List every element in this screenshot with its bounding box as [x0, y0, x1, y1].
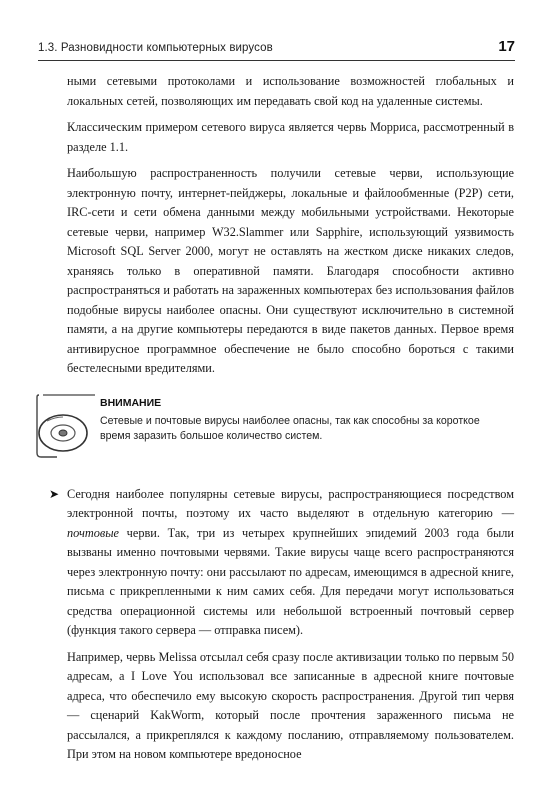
bullet-text-after: черви. Так, три из четырех крупнейших эпидемий 2003 года были вызваны именно почтовыми червями. Такие вирусы чаще всего распространяются через электронную почту: они рассылают по адресам, имеющимся в адресной книге, письма с прикрепленными к ним самих себя. Для передачи могут использоваться средства операционной системы или небольшой встроенный почтовый сервер (функция такого сервера — отправка писем). — [67, 525, 514, 637]
paragraph-melissa-example: Например, червь Melissa отсылал себя сразу после активизации только по первым 50 адресам, а I Love You использовал все записанные в адресной книге почтовые адреса, что обеспечило ему высокую скорость распространения. Другой тип червя — сценарий KakWorm, который после прочтения зараженного письма не рассылался, а прикреплялся к каждому посланию, отправляемому пользователем. При этом на новом компьютере вредоносное — [67, 649, 514, 761]
note-label: ВНИМАНИЕ — [100, 396, 162, 409]
running-header — [38, 38, 515, 61]
paragraph-network-worms: Наибольшую распространенность получили сетевые черви, использующие электронную почту, интернет-пейджеры, локальные и файлообменные (P2P) сети, IRC-сети и сети обмена данными между мобильными устройствами. Некоторые сетевые черви, например W32.Slammer или Sapphire, использующий уязвимость Microsoft SQL Server 2000, могут не оставлять на жестком диске никаких следов, храняясь только в оперативной памяти. Благодаря способности активно распространяться и работать на зараженных компьютерах без использования файлов подобные вирусы наиболее опасны. Они существуют исключительно в системной памяти, а на другие компьютеры передаются в виде пакетов данных. Первое время антивирусное программное обеспечение не было способно бороться с такими бестелесными вредителями. — [67, 166, 514, 375]
section-title: 1.3. Разновидности компьютерных вирусов — [38, 42, 273, 54]
paragraph-continuation: ными сетевыми протоколами и использование возможностей глобальных и локальных сетей, позволяющих им передавать свой код на удаленные системы. — [67, 74, 514, 108]
page-number: 17 — [498, 38, 515, 55]
warning-disc-icon — [33, 391, 65, 461]
paragraph-mail-worms — [49, 485, 514, 641]
note-text: Сетевые и почтовые вирусы наиболее опасны, так как способны за короткое время заразить большое количество систем. — [100, 414, 480, 442]
paragraph-morris-worm: Классическим примером сетевого вируса является червь Морриса, рассмотренный в разделе 1.1. — [67, 120, 514, 154]
page-body — [49, 72, 514, 772]
warning-note — [33, 391, 514, 469]
emphasis-term: почтовые — [67, 525, 119, 540]
bullet-arrow-icon: ➤ — [49, 486, 60, 501]
bullet-text-before: Сегодня наиболее популярны сетевые вирусы, распространяющиеся посредством электронной почты, поэтому их часто выделяют в отдельную категорию — — [67, 486, 514, 520]
